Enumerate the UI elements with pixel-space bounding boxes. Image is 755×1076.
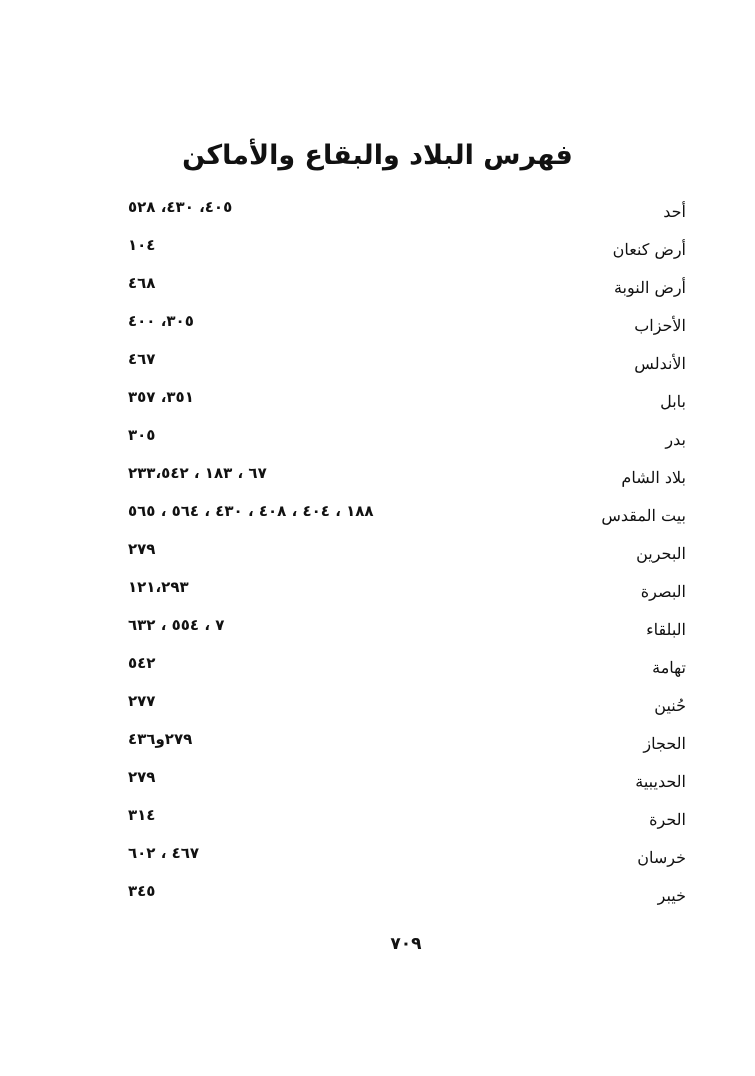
- place-name: تهامة: [652, 658, 686, 677]
- place-name: البحرين: [636, 544, 686, 563]
- index-entry: [100, 614, 690, 652]
- index-entry: [100, 804, 690, 842]
- index-entry: [100, 880, 690, 918]
- page-references: ١٨٨ ، ٤٠٤ ، ٤٠٨ ، ٤٣٠ ، ٥٦٤ ، ٥٦٥: [128, 502, 374, 520]
- place-name: الحجاز: [643, 734, 686, 753]
- place-name: الأحزاب: [634, 316, 686, 335]
- page-references: ٣٥١، ٣٥٧: [128, 388, 194, 406]
- place-name: أحد: [663, 202, 686, 221]
- place-name: الحرة: [649, 810, 686, 829]
- index-entry: [100, 272, 690, 310]
- page-references: ٣٠٥، ٤٠٠: [128, 312, 194, 330]
- index-entry: [100, 842, 690, 880]
- index-entry: [100, 424, 690, 462]
- index-entry: [100, 462, 690, 500]
- page-references: ٣٤٥: [128, 882, 156, 900]
- index-entry: [100, 310, 690, 348]
- page-title: فهرس البلاد والبقاع والأماكن: [182, 140, 573, 171]
- index-entry: [100, 690, 690, 728]
- index-entry: [100, 234, 690, 272]
- place-name: أرض النوبة: [613, 278, 686, 297]
- index-list: [100, 196, 690, 918]
- place-name: الحديبية: [635, 772, 686, 791]
- index-entry: [100, 386, 690, 424]
- place-name: حُنين: [654, 696, 686, 715]
- page-references: ٤٠٥، ٤٣٠، ٥٢٨: [128, 198, 233, 216]
- page-references: ٢٧٩: [128, 540, 156, 558]
- place-name: البلقاء: [646, 620, 686, 639]
- page-references: ٥٤٢: [128, 654, 156, 672]
- page-references: ٤٦٧ ، ٦٠٢: [128, 844, 200, 862]
- page-references: ٢٧٩و٤٣٦: [128, 730, 193, 748]
- place-name: بدر: [665, 430, 686, 449]
- index-entry: [100, 652, 690, 690]
- page-references: ٧ ، ٥٥٤ ، ٦٣٢: [128, 616, 225, 634]
- index-entry: [100, 538, 690, 576]
- page-references: ٢٧٧: [128, 692, 156, 710]
- page-references: ٦٧ ، ١٨٣ ، ٢٣٣،٥٤٢: [128, 464, 267, 482]
- page-references: ١٠٤: [128, 236, 156, 254]
- page-references: ٤٦٧: [128, 350, 156, 368]
- place-name: بابل: [660, 392, 686, 411]
- page-references: ٣١٤: [128, 806, 156, 824]
- page-references: ١٢١،٢٩٣: [128, 578, 189, 596]
- index-entry: [100, 766, 690, 804]
- page-number: ٧٠٩: [390, 934, 422, 954]
- place-name: خيبر: [657, 886, 686, 905]
- page-references: ٣٠٥: [128, 426, 156, 444]
- page-references: ٢٧٩: [128, 768, 156, 786]
- index-entry: [100, 196, 690, 234]
- place-name: البصرة: [640, 582, 686, 601]
- page-references: ٤٦٨: [128, 274, 156, 292]
- place-name: أرض كنعان: [612, 240, 686, 259]
- index-entry: [100, 348, 690, 386]
- index-entry: [100, 500, 690, 538]
- index-entry: [100, 576, 690, 614]
- place-name: الأندلس: [634, 354, 686, 373]
- place-name: بيت المقدس: [601, 506, 686, 525]
- place-name: بلاد الشام: [621, 468, 686, 487]
- place-name: خرسان: [637, 848, 686, 867]
- index-entry: [100, 728, 690, 766]
